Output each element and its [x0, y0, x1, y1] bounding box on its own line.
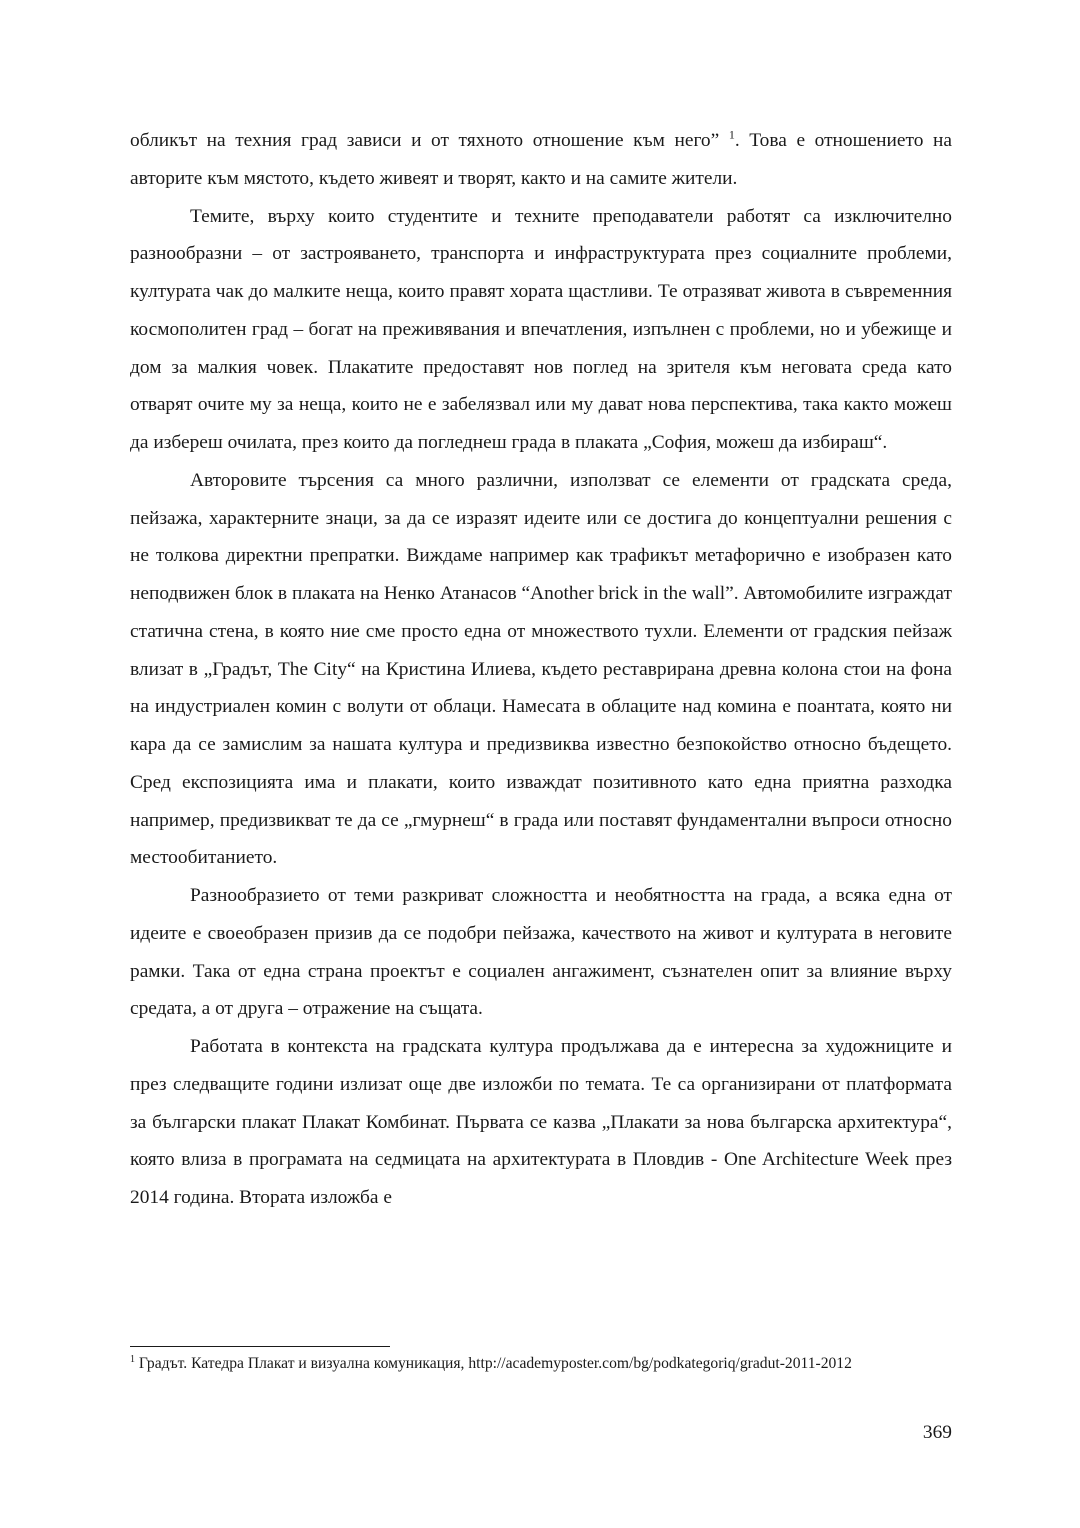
- footnote-reference: 1: [728, 127, 735, 142]
- paragraph-1-text-start: обликът на техния град зависи и от тяхното отношение към него”: [130, 130, 729, 151]
- paragraph-3: Авторовите търсения са много различни, използват се елементи от градската среда, пейзажа, характерните знаци, за да се изразят идеите или се достига до концептуални решения с не толкова директни препратки. Виждаме например как трафикът метафорично е изобразен като неподвижен блок в плаката на Ненко Атанасов “Another brick in the wall”. Автомобилите изграждат статична стена, в която ние сме просто една от множеството тухли. Елементи от градския пейзаж влизат в „Градът, The City“ на Кристина Илиева, където реставрирана древна колона стои на фона на индустриален комин с волути от облаци. Намесата в облаците над комина е поантата, която ни кара да се замислим за нашата култура и предизвиква известно безпокойство относно бъдещето. Сред експозицията има и плакати, които изваждат позитивното като една приятна разходка например, предизвикват те да се „гмурнеш“ в града или поставят фундаментални въпроси относно местообитанието.: [130, 469, 952, 869]
- paragraph-1: [130, 122, 952, 198]
- body-text: [130, 122, 952, 1217]
- paragraph-5: Работата в контекста на градската култура продължава да е интересна за художниците и през следващите години излизат още две изложби по темата. Те са организирани от платформата за български плакат Плакат Комбинат. Първата се казва „Плакати за нова българска архитектура“, която влиза в програмата на седмицата на архитектурата в Пловдив - One Architecture Week през 2014 година. Втората изложба е: [130, 1036, 952, 1208]
- footnote-marker: 1: [130, 1353, 135, 1365]
- footnote: [130, 1354, 952, 1373]
- footnote-separator: [130, 1346, 390, 1347]
- paragraph-1-text-end: . Това е отношението на авторите към мястото, където живеят и творят, както и на самите жители.: [130, 130, 953, 189]
- paragraph-2: Темите, върху които студентите и техните преподаватели работят са изключително разнообразни – от застрояването, транспорта и инфраструктурата през социалните проблеми, културата чак до малките неща, които правят хората щастливи. Те отразяват живота в съвременния космополитен град – богат на преживявания и впечатления, изпълнен с проблеми, но и убежище и дом за малкия човек. Плакатите предоставят нов поглед на зрителя към неговата среда като отварят очите му за неща, които не е забелязвал или му дават нова перспектива, така както можеш да избереш очилата, през които да погледнеш града в плаката „София, можеш да избираш“.: [130, 205, 952, 453]
- footnote-text: Градът. Катедра Плакат и визуална комуникация, http://academyposter.com/bg/podkategoriq/gradut-2011-2012: [135, 1355, 852, 1372]
- paragraph-4: Разнообразието от теми разкриват сложността и необятността на града, а всяка една от идеите е своеобразен призив да се подобри пейзажа, качеството на живот и културата в неговите рамки. Така от една страна проектът е социален ангажимент, съзнателен опит за влияние върху средата, а от друга – отражение на същата.: [130, 885, 952, 1020]
- page-number: 369: [922, 1422, 952, 1443]
